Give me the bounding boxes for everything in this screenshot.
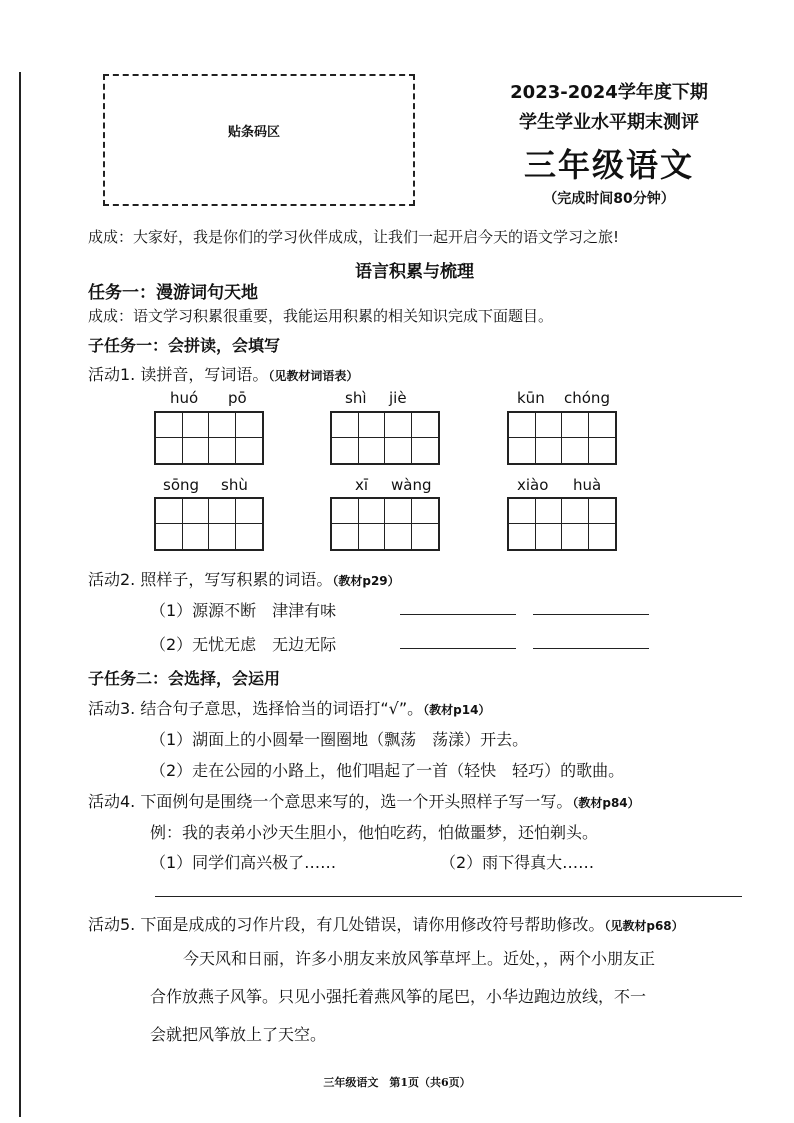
activity1-note: （见教材词语表）: [268, 369, 359, 383]
school-year: 2023-2024学年度下期: [510, 82, 708, 103]
activity5-text: 活动5. 下面是成成的习作片段，有几处错误，请你用修改符号帮助修改。: [88, 915, 605, 934]
barcode-label: 贴条码区: [228, 125, 281, 140]
intro-text: 成成：大家好，我是你们的学习伙伴成成，让我们一起开启今天的语文学习之旅!: [88, 228, 620, 246]
activity4-example: 例：我的表弟小沙天生胆小，他怕吃药，怕做噩梦，还怕剃头。: [150, 823, 599, 842]
activity3-item1: （1）湖面上的小圆晕一圈圈地（飘荡 荡漾）开去。: [150, 730, 529, 749]
activity3-note: （教材p14）: [423, 703, 491, 717]
page-footer: 三年级语文 第1页（共6页）: [323, 1076, 471, 1089]
barcode-area: [103, 74, 415, 206]
answer-blank-2[interactable]: [533, 614, 649, 615]
activity4-option2: （2）雨下得真大……: [440, 853, 595, 872]
pinyin-4b: shù: [221, 476, 248, 494]
pinyin-4a: sōng: [163, 476, 200, 494]
pinyin-3a: kūn: [517, 389, 545, 407]
activity3-text: 活动3. 结合句子意思，选择恰当的词语打“√”。: [88, 699, 424, 718]
subject-title: 三年级语文: [523, 146, 694, 184]
subtask2-title: 子任务二：会选择，会运用: [88, 669, 281, 688]
subtask1-title: 子任务一：会拼读，会填写: [88, 336, 281, 355]
activity2-note: （教材p29）: [332, 574, 400, 588]
activity1-label: [88, 362, 358, 385]
task1-desc: 成成：语文学习积累很重要，我能运用积累的相关知识完成下面题目。: [88, 307, 554, 325]
activity2-item2: （2）无忧无虑 无边无际: [150, 635, 337, 654]
answer-blank-4[interactable]: [533, 648, 649, 649]
pinyin-1a: huó: [170, 389, 199, 407]
pinyin-6b: huà: [573, 476, 602, 494]
activity4-option1: （1）同学们高兴极了……: [150, 853, 337, 872]
activity2-item1: （1）源源不断 津津有味: [150, 601, 337, 620]
time-limit: （完成时间80分钟）: [543, 191, 675, 207]
writing-grid-1[interactable]: [154, 411, 264, 465]
activity4-label: [88, 789, 640, 812]
writing-grid-3[interactable]: [507, 411, 617, 465]
exam-name: 学生学业水平期末测评: [519, 112, 699, 133]
left-margin-line: [19, 72, 21, 1117]
activity4-note: （教材p84）: [572, 796, 640, 810]
activity3-item2: （2）走在公园的小路上，他们唱起了一首（轻快 轻巧）的歌曲。: [150, 761, 625, 780]
answer-blank-3[interactable]: [400, 648, 516, 649]
writing-grid-4[interactable]: [154, 497, 264, 551]
pinyin-2b: jiè: [389, 389, 407, 407]
activity1-text: 活动1. 读拼音，写词语。: [88, 365, 269, 384]
answer-blank-1[interactable]: [400, 614, 516, 615]
answer-line[interactable]: [155, 896, 742, 897]
pinyin-5a: xī: [355, 476, 369, 494]
writing-grid-6[interactable]: [507, 497, 617, 551]
activity2-label: [88, 567, 400, 590]
pinyin-3b: chóng: [564, 389, 610, 407]
activity3-label: [88, 696, 490, 719]
pinyin-6a: xiào: [517, 476, 549, 494]
passage-line-1: 今天风和日丽，许多小朋友来放风筝草坪上。近处，，两个小朋友正: [183, 949, 656, 968]
pinyin-5b: wàng: [391, 476, 432, 494]
passage-line-2: 合作放燕子风筝。只见小强托着燕风筝的尾巴，小华边跑边放线，不一: [150, 987, 647, 1006]
pinyin-2a: shì: [345, 389, 367, 407]
pinyin-1b: pō: [228, 389, 247, 407]
activity5-label: [88, 912, 684, 935]
activity5-note: （见教材p68）: [604, 919, 684, 933]
section-title: 语言积累与梳理: [355, 262, 474, 282]
activity2-text: 活动2. 照样子，写写积累的词语。: [88, 570, 333, 589]
task1-title: 任务一：漫游词句天地: [88, 283, 258, 303]
writing-grid-2[interactable]: [330, 411, 440, 465]
passage-line-3: 会就把风筝放上了天空。: [150, 1025, 327, 1044]
activity4-text: 活动4. 下面例句是围绕一个意思来写的，选一个开头照样子写一写。: [88, 792, 573, 811]
writing-grid-5[interactable]: [330, 497, 440, 551]
